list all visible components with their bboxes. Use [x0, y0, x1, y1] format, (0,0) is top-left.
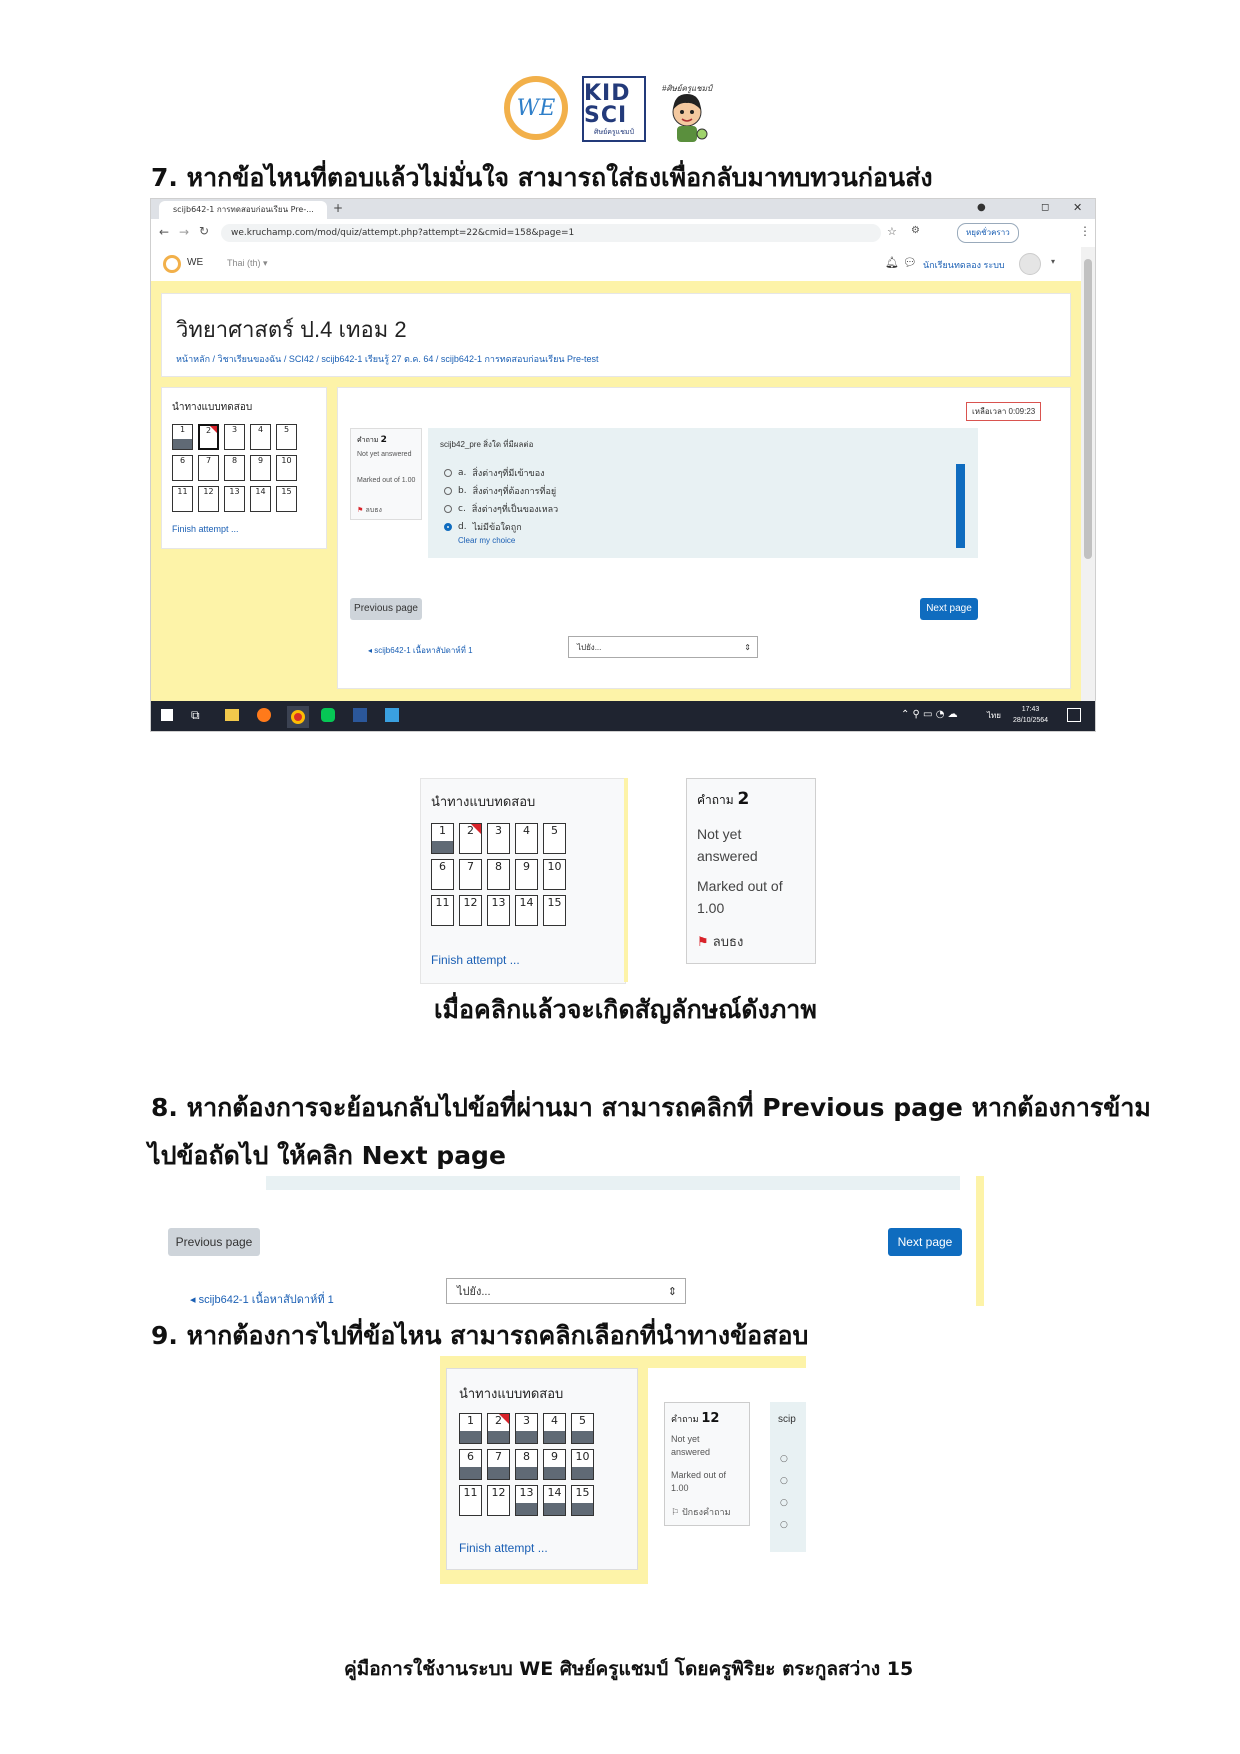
- quiz-nav-number: 7: [205, 456, 212, 465]
- quiz-nav-number: 4: [523, 824, 530, 837]
- quiz-nav-crop: [420, 778, 626, 984]
- answered-indicator: [572, 1431, 593, 1443]
- quiz-nav-number: 10: [547, 860, 562, 873]
- quiz-nav-number: 1: [439, 824, 446, 837]
- quiz-nav-button-15[interactable]: [543, 895, 566, 926]
- step8-heading-line1: 8. หากต้องการจะย้อนกลับไปข้อที่ผ่านมา สามารถคลิกที่ Previous page หากต้องการข้าม: [151, 1093, 1151, 1122]
- quiz-nav-button-9[interactable]: [250, 455, 271, 481]
- quiz-timer: เหลือเวลา 0:09:23: [966, 402, 1041, 421]
- quiz-nav-number: 14: [255, 487, 266, 496]
- next-page-button[interactable]: Next page: [920, 598, 978, 620]
- quiz-nav-button-1[interactable]: [172, 424, 193, 450]
- character-logo: [660, 76, 714, 148]
- word-icon[interactable]: [353, 708, 367, 722]
- step7-heading: 7. หากข้อไหนที่ตอบแล้วไม่มั่นใจ สามารถใส่ธงเพื่อกลับมาทบทวนก่อนส่ง: [151, 163, 933, 192]
- question-text-fragment: scip: [778, 1414, 796, 1425]
- yellow-edge: [624, 778, 628, 982]
- quiz-nav-button-14[interactable]: [543, 1485, 566, 1516]
- question-info-title: คำถาม 12: [671, 1411, 720, 1426]
- nav-jump-crop: [440, 1356, 806, 1584]
- firefox-icon[interactable]: [257, 708, 271, 722]
- quiz-nav-button-15[interactable]: [571, 1485, 594, 1516]
- answered-indicator: [516, 1467, 537, 1479]
- quiz-nav-number: 15: [547, 896, 562, 909]
- back-icon[interactable]: ←: [159, 225, 170, 239]
- finish-attempt-link[interactable]: Finish attempt ...: [172, 524, 239, 534]
- language-menu[interactable]: Thai (th) ▾: [227, 258, 268, 268]
- quiz-nav-block: [446, 1368, 638, 1570]
- task-view-icon[interactable]: ⧉: [191, 708, 200, 722]
- select-arrow-icon: ⇕: [667, 1286, 677, 1298]
- radio-b[interactable]: [444, 487, 452, 495]
- quiz-nav-number: 13: [491, 896, 506, 909]
- course-header-card: [161, 293, 1071, 377]
- radio-a[interactable]: [444, 469, 452, 477]
- quiz-nav-button-9[interactable]: [515, 859, 538, 890]
- menu-dots-icon[interactable]: ⋮: [1079, 224, 1091, 238]
- quiz-nav-number: 13: [229, 487, 240, 496]
- quiz-nav-button-3[interactable]: [487, 823, 510, 854]
- step9-heading: 9. หากต้องการไปที่ข้อไหน สามารถคลิกเลือกที่นำทางข้อสอบ: [151, 1321, 809, 1350]
- quiz-nav-number: 9: [523, 860, 530, 873]
- quiz-nav-number: 14: [519, 896, 534, 909]
- quiz-nav-number: 11: [435, 896, 450, 909]
- quiz-nav-number: 5: [551, 824, 558, 837]
- quiz-nav-number: 8: [495, 860, 502, 873]
- site-navbar: [151, 247, 1095, 282]
- navigation-buttons-crop: [150, 1176, 984, 1306]
- quiz-nav-grid: [172, 424, 297, 512]
- windows-start-icon[interactable]: [161, 709, 173, 721]
- minimize-icon[interactable]: ●: [977, 202, 986, 213]
- quiz-nav-button-5[interactable]: [571, 1413, 594, 1444]
- quiz-nav-number: 6: [467, 1450, 474, 1463]
- previous-activity-link[interactable]: ◂ scijb642-1 เนื้อหาสัปดาห์ที่ 1: [368, 646, 473, 655]
- quiz-nav-button-1[interactable]: [431, 823, 454, 854]
- quiz-main-card: [648, 1368, 806, 1584]
- quiz-nav-title: นำทางแบบทดสอบ: [172, 402, 253, 413]
- quiz-nav-button-12[interactable]: [459, 895, 482, 926]
- photos-icon[interactable]: [385, 708, 399, 722]
- quiz-nav-button-6[interactable]: [172, 455, 193, 481]
- chrome-icon: [291, 710, 305, 724]
- forward-icon[interactable]: →: [179, 225, 190, 239]
- quiz-nav-number: 12: [463, 896, 478, 909]
- question-status: Not yet answered: [357, 451, 412, 458]
- quiz-nav-button-7[interactable]: [198, 455, 219, 481]
- previous-page-button[interactable]: Previous page: [350, 598, 422, 620]
- question-marked: Marked out of 1.00: [697, 878, 783, 916]
- page-background: [151, 281, 1081, 701]
- quiz-nav-number: 15: [575, 1486, 590, 1499]
- answered-indicator: [173, 439, 192, 449]
- option-c[interactable]: c. สิ่งต่างๆที่เป็นของเหลว: [444, 500, 558, 518]
- quiz-nav-button-1[interactable]: [459, 1413, 482, 1444]
- answered-indicator: [488, 1467, 509, 1479]
- address-bar: [151, 219, 1095, 248]
- radio-d[interactable]: [444, 523, 452, 531]
- we-logo: WE: [504, 76, 568, 140]
- page-scrollbar-thumb[interactable]: [1084, 259, 1092, 559]
- quiz-nav-button-8[interactable]: [224, 455, 245, 481]
- next-page-button[interactable]: Next page: [888, 1228, 962, 1256]
- scroll-indicator: [956, 464, 965, 548]
- profile-button[interactable]: หยุดชั่วคราว: [957, 223, 1019, 243]
- answered-indicator: [544, 1503, 565, 1515]
- site-name[interactable]: WE: [187, 257, 204, 268]
- quiz-nav-button-4[interactable]: [250, 424, 271, 450]
- quiz-nav-title: นำทางแบบทดสอบ: [431, 795, 536, 810]
- quiz-navigation-block: [161, 387, 327, 549]
- option-a[interactable]: a. สิ่งต่างๆที่มีเข้าของ: [444, 464, 558, 482]
- quiz-nav-button-8[interactable]: [487, 859, 510, 890]
- answered-indicator: [516, 1503, 537, 1515]
- quiz-nav-button-15[interactable]: [276, 486, 297, 512]
- notification-bell-icon[interactable]: 🔔︎: [885, 256, 899, 269]
- finish-attempt-link[interactable]: Finish attempt ...: [459, 1541, 548, 1555]
- quiz-nav-button-11[interactable]: [431, 895, 454, 926]
- question-status: Not yet answered: [671, 1434, 711, 1457]
- flag-outline-icon: ⚐: [671, 1508, 680, 1518]
- answer-radios[interactable]: ○ ○ ○ ○: [780, 1454, 788, 1530]
- previous-activity-link[interactable]: ◂ scijb642-1 เนื้อหาสัปดาห์ที่ 1: [190, 1294, 334, 1306]
- answered-indicator: [460, 1467, 481, 1479]
- quiz-nav-number: 5: [579, 1414, 586, 1427]
- question-marked: Marked out of 1.00: [357, 477, 416, 484]
- browser-screenshot: [150, 198, 1096, 732]
- reload-icon[interactable]: ↻: [199, 224, 210, 238]
- quiz-nav-number: 6: [179, 456, 186, 465]
- quiz-nav-button-2[interactable]: [198, 424, 219, 450]
- quiz-nav-number: 6: [439, 860, 446, 873]
- extension-icon[interactable]: ⚙: [911, 225, 920, 236]
- answered-indicator: [516, 1431, 537, 1443]
- flag-corner-icon: [471, 824, 481, 834]
- page-title: วิทยาศาสตร์ ป.4 เทอม 2: [176, 317, 407, 342]
- answered-indicator: [572, 1467, 593, 1479]
- question-marked: Marked out of 1.00: [671, 1470, 727, 1493]
- quiz-nav-button-11[interactable]: [172, 486, 193, 512]
- question-info-title: คำถาม 2: [697, 789, 750, 809]
- previous-page-button[interactable]: Previous page: [168, 1228, 260, 1256]
- flag-icon: ⚑: [357, 506, 364, 514]
- windows-taskbar: [151, 701, 1095, 731]
- flag-question-button[interactable]: ⚐ ปักธงคำถาม: [671, 1508, 731, 1518]
- quiz-nav-button-9[interactable]: [543, 1449, 566, 1480]
- quiz-nav-button-4[interactable]: [515, 823, 538, 854]
- question-text: scijb42_pre สิ่งใด ที่มีผลต่อ: [440, 440, 534, 449]
- quiz-nav-button-14[interactable]: [515, 895, 538, 926]
- question-info-crop: [686, 778, 816, 964]
- kid-sci-logo: KID SCI ศิษย์ครูแชมป์: [582, 76, 646, 142]
- question-content: [428, 428, 978, 558]
- breadcrumb[interactable]: หน้าหลัก / วิชาเรียนของฉัน / SCI42 / scijb642-1 เรียนรู้ 27 ต.ค. 64 / scijb642-1 การทดสอบก่อนเรียน Pre-test: [176, 354, 599, 364]
- flag-corner-icon: [210, 426, 217, 433]
- question-info-box: [350, 428, 422, 520]
- answered-indicator: [488, 1431, 509, 1443]
- system-tray-icons[interactable]: ⌃ ⚲ ▭ ◔ ☁: [901, 709, 958, 720]
- url-input[interactable]: we.kruchamp.com/mod/quiz/attempt.php?attempt=22&cmid=158&page=1: [221, 224, 881, 242]
- bookmark-star-icon[interactable]: ☆: [887, 225, 897, 238]
- quiz-nav-button-12[interactable]: [198, 486, 219, 512]
- yellow-edge: [976, 1176, 984, 1306]
- quiz-nav-number: 3: [523, 1414, 530, 1427]
- flag-question-button[interactable]: ⚑ ลบธง: [357, 506, 382, 514]
- tray-clock[interactable]: 17:43 28/10/2564: [1013, 706, 1049, 724]
- select-arrow-icon: ⇕: [744, 643, 751, 652]
- quiz-nav-grid: [431, 823, 566, 926]
- quiz-nav-button-13[interactable]: [515, 1485, 538, 1516]
- quiz-nav-number: 3: [495, 824, 502, 837]
- question-info-title: คำถาม 2: [357, 435, 387, 445]
- quiz-nav-number: 7: [467, 860, 474, 873]
- quiz-nav-number: 10: [281, 456, 292, 465]
- quiz-nav-number: 10: [575, 1450, 590, 1463]
- browser-tab[interactable]: scijb642-1 การทดสอบก่อนเรียน Pre-...: [159, 201, 327, 219]
- quiz-nav-grid: [459, 1413, 594, 1516]
- option-b[interactable]: b. สิ่งต่างๆที่ต้องการที่อยู่: [444, 482, 558, 500]
- quiz-nav-number: 12: [491, 1486, 506, 1499]
- answer-options: [444, 464, 558, 536]
- jump-to-select[interactable]: ไปยัง... ⇕: [446, 1278, 686, 1304]
- quiz-nav-button-11[interactable]: [459, 1485, 482, 1516]
- quiz-nav-button-4[interactable]: [543, 1413, 566, 1444]
- quiz-nav-number: 8: [231, 456, 238, 465]
- line-icon[interactable]: [321, 708, 335, 722]
- question-status: Not yet answered: [697, 826, 758, 864]
- step7-caption: เมื่อคลิกแล้วจะเกิดสัญลักษณ์ดังภาพ: [434, 995, 817, 1024]
- new-tab-icon[interactable]: +: [333, 201, 344, 215]
- clear-choice-link[interactable]: Clear my choice: [458, 536, 516, 545]
- maximize-icon[interactable]: ◻: [1041, 202, 1050, 213]
- quiz-nav-number: 14: [547, 1486, 562, 1499]
- quiz-nav-number: 4: [257, 425, 264, 434]
- quiz-nav-button-3[interactable]: [224, 424, 245, 450]
- user-menu[interactable]: นักเรียนทดลอง ระบบ: [923, 260, 1005, 270]
- site-logo-icon[interactable]: [163, 255, 181, 273]
- quiz-nav-button-6[interactable]: [431, 859, 454, 890]
- quiz-nav-button-10[interactable]: [543, 859, 566, 890]
- quiz-nav-number: 7: [495, 1450, 502, 1463]
- avatar[interactable]: [1019, 253, 1041, 275]
- quiz-nav-number: 4: [551, 1414, 558, 1427]
- option-d[interactable]: d. ไม่มีข้อใดถูก: [444, 518, 558, 536]
- answered-indicator: [460, 1431, 481, 1443]
- answered-indicator: [544, 1467, 565, 1479]
- answered-indicator: [572, 1503, 593, 1515]
- answered-indicator: [432, 841, 453, 853]
- page-footer: คู่มือการใช้งานระบบ WE ศิษย์ครูแชมป์ โดยครูพิริยะ ตระกูลสว่าง 15: [344, 1658, 914, 1680]
- quiz-nav-number: 13: [519, 1486, 534, 1499]
- quiz-nav-number: 9: [257, 456, 264, 465]
- quiz-nav-button-5[interactable]: [543, 823, 566, 854]
- chrome-taskbar-button[interactable]: [287, 706, 309, 728]
- quiz-nav-number: 11: [463, 1486, 478, 1499]
- quiz-main-card: [337, 387, 1071, 689]
- quiz-nav-button-10[interactable]: [276, 455, 297, 481]
- question-content-edge: [266, 1176, 960, 1190]
- character-logo-text: #ศิษย์ครูแชมป์: [662, 84, 713, 93]
- quiz-nav-number: 1: [467, 1414, 474, 1427]
- close-icon[interactable]: ✕: [1073, 201, 1083, 214]
- quiz-nav-number: 2: [467, 824, 474, 837]
- quiz-nav-button-2[interactable]: [459, 823, 482, 854]
- quiz-nav-number: 8: [523, 1450, 530, 1463]
- quiz-nav-number: 9: [551, 1450, 558, 1463]
- quiz-nav-number: 3: [231, 425, 238, 434]
- file-explorer-icon[interactable]: [225, 709, 239, 721]
- flag-corner-icon: [499, 1414, 509, 1424]
- quiz-nav-number: 2: [495, 1414, 502, 1427]
- remove-flag-button[interactable]: ⚑ ลบธง: [697, 935, 744, 950]
- notification-center-icon[interactable]: [1067, 708, 1081, 722]
- quiz-nav-button-14[interactable]: [250, 486, 271, 512]
- quiz-nav-number: 12: [203, 487, 214, 496]
- quiz-nav-button-8[interactable]: [515, 1449, 538, 1480]
- answered-indicator: [544, 1431, 565, 1443]
- quiz-nav-button-13[interactable]: [224, 486, 245, 512]
- quiz-nav-button-7[interactable]: [459, 859, 482, 890]
- finish-attempt-link[interactable]: Finish attempt ...: [431, 953, 520, 967]
- quiz-nav-button-3[interactable]: [515, 1413, 538, 1444]
- quiz-nav-title: นำทางแบบทดสอบ: [459, 1387, 564, 1402]
- quiz-nav-number: 11: [177, 487, 188, 496]
- question-info-box: [664, 1402, 750, 1526]
- quiz-nav-number: 1: [179, 425, 186, 434]
- quiz-nav-button-6[interactable]: [459, 1449, 482, 1480]
- tab-bar: [151, 199, 1095, 219]
- quiz-nav-button-12[interactable]: [487, 1485, 510, 1516]
- quiz-nav-button-13[interactable]: [487, 895, 510, 926]
- jump-to-select[interactable]: ไปยัง... ⇕: [568, 636, 758, 658]
- radio-c[interactable]: [444, 505, 452, 513]
- question-content-edge: [770, 1402, 806, 1552]
- quiz-nav-number: 15: [281, 487, 292, 496]
- message-icon[interactable]: 💬︎: [903, 256, 917, 269]
- tray-language[interactable]: ไทย: [987, 711, 1001, 720]
- chevron-down-icon[interactable]: ▾: [1051, 257, 1056, 266]
- quiz-nav-button-2[interactable]: [487, 1413, 510, 1444]
- flag-icon: ⚑: [697, 935, 709, 950]
- quiz-nav-number: 5: [283, 425, 290, 434]
- quiz-nav-button-7[interactable]: [487, 1449, 510, 1480]
- quiz-nav-number: 2: [205, 426, 212, 435]
- quiz-nav-button-5[interactable]: [276, 424, 297, 450]
- quiz-nav-button-10[interactable]: [571, 1449, 594, 1480]
- step8-heading-line2: ไปข้อถัดไป ให้คลิก Next page: [148, 1141, 506, 1170]
